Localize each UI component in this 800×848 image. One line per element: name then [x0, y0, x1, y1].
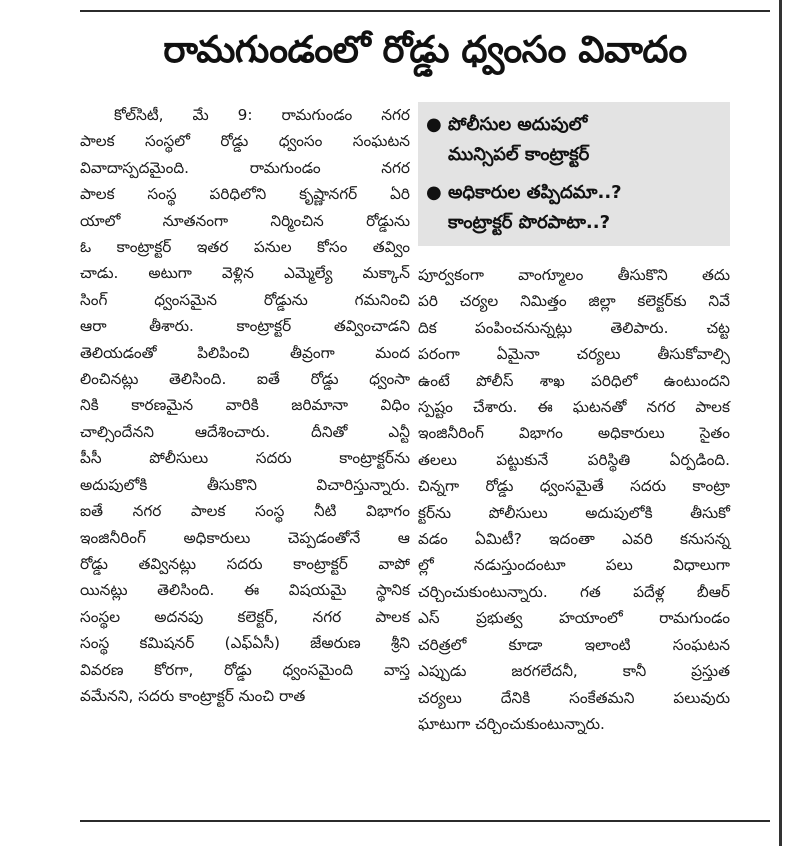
top-rule: [80, 0, 770, 12]
highlight-item: [426, 178, 622, 238]
article-line: ఓ కాంట్రాక్టర్ ఇతర పనుల కోసం తవ్విం: [80, 238, 410, 257]
article-line: సంస్థల అదనపు కలెక్టర్, నగర పాలక: [80, 607, 410, 626]
article-line: ల్లో నడుస్తుందంటూ పలు విధాలుగా: [418, 556, 730, 575]
article-line: పాలక సంస్థలో రోడ్డు ధ్వంసం సంఘటన: [80, 132, 410, 151]
article-line: ఐతే నగర పాలక సంస్థ నీటి విభాగం: [80, 502, 410, 521]
bullet-icon: ●: [426, 114, 442, 135]
article-line: అదుపులోకి తీసుకొని విచారిస్తున్నారు.: [80, 475, 410, 494]
article-line: ఇంజినీరింగ్ విభాగం అధికారులు సైతం: [418, 424, 730, 443]
article-line: వివాదాస్పదమైంది. రామగుండం నగర: [80, 158, 410, 177]
article-column-right: [418, 262, 730, 737]
article-line: పూర్వకంగా వాంగ్మూలం తీసుకొని తదు: [418, 266, 730, 284]
article-line: పాలక సంస్థ పరిధిలోని కృష్ణానగర్ ఏరి: [80, 185, 410, 204]
article-line: పరి చర్యల నిమిత్తం జిల్లా కలెక్టర్‌కు నివే: [418, 292, 730, 311]
highlight-item: [426, 110, 589, 170]
bullet-icon: ●: [426, 182, 442, 203]
article-line: సింగ్ ధ్వంసమైన రోడ్డును గమనించి: [80, 290, 410, 309]
article-line: ఇంజినీరింగ్ అధికారులు చెప్పడంతోనే ఆ: [80, 528, 410, 547]
article-headline: రామగుండంలో రోడ్డు ధ్వంసం వివాదం: [163, 28, 687, 71]
article-line: యాలో నూతనంగా నిర్మించిన రోడ్డును: [80, 211, 410, 230]
article-line: ఘాటుగా చర్చించుకుంటున్నారు.: [418, 714, 605, 733]
highlight-line: కాంట్రాక్టర్ పొరపాటా..?: [448, 212, 611, 233]
article-line: చాడు. అటుగా వెళ్లిన ఎమ్మెల్యే మక్కాన్: [80, 264, 410, 283]
highlight-line: మున్సిపల్ కాంట్రాక్టర్: [448, 144, 590, 165]
article-line: వడం ఏమిటీ? ఇదంతా ఎవరి కనుసన్న: [418, 530, 730, 549]
article-line: చర్యలు దేనికి సంకేతమని పలువురు: [418, 688, 730, 707]
article-line: చరిత్రలో కూడా ఇలాంటి సంఘటన: [418, 635, 730, 654]
article-line: నికి కారణమైన వారికి జరిమానా విధిం: [80, 396, 410, 415]
article-line: యినట్లు తెలిసింది. ఈ విషయమై స్థానిక: [80, 581, 410, 600]
highlights-box: [418, 102, 730, 246]
article-line: ఎప్పుడు జరగలేదనీ, కానీ ప్రస్తుత: [418, 662, 730, 681]
article-line: చర్చించుకుంటున్నారు. గత పదేళ్ల బీఆర్: [418, 582, 730, 601]
article-line: క్టర్‌ను పోలీసులు అదుపులోకి తీసుకో: [418, 503, 730, 522]
article-line: ఉంటే పోలీస్ శాఖ పరిధిలో ఉంటుందని: [418, 371, 730, 390]
article-line: వమేనని, సదరు కాంట్రాక్టర్ నుంచి రాత: [80, 686, 306, 705]
article-line: ఆరా తీశారు. కాంట్రాక్టర్ తవ్వించాడని: [80, 317, 410, 336]
article-line: వివరణ కోరగా, రోడ్డు ధ్వంసమైంది వాస్త: [80, 660, 410, 679]
article-line: తెలియడంతో పిలిపించి తీవ్రంగా మంద: [80, 343, 410, 362]
article-column-left: [80, 102, 410, 709]
article-line: స్పష్టం చేశారు. ఈ ఘటనతో నగర పాలక: [418, 398, 730, 417]
article-line: కోల్‌సిటీ, మే 9: రామగుండం నగర: [114, 106, 410, 124]
highlight-line: అధికారుల తప్పిదమా..?: [448, 182, 622, 203]
article-line: సంస్థ కమిషనర్ (ఎఫ్ఏసీ) జేఅరుణ శ్రీని: [80, 634, 410, 653]
article-line: ఎస్ ప్రభుత్వ హయాంలో రామగుండం: [418, 609, 730, 628]
bottom-rule: [80, 820, 770, 848]
article-line: రోడ్డు తవ్వినట్లు సదరు కాంట్రాక్టర్ వాపో: [80, 554, 410, 573]
article-line: పరంగా ఏమైనా చర్యలు తీసుకోవాల్సి: [418, 345, 730, 364]
article-line: తలలు పట్టుకునే పరిస్థితి ఏర్పడింది.: [418, 450, 730, 469]
article-line: చిన్నగా రోడ్డు ధ్వంసమైతే సదరు కాంట్రా: [418, 477, 730, 496]
article-line: పీసీ పోలీసులు సదరు కాంట్రాక్టర్‌ను: [80, 449, 410, 468]
highlight-line: పోలీసుల అదుపులో: [448, 114, 588, 135]
article-line: లించినట్లు తెలిసింది. ఐతే రోడ్డు ధ్వంసా: [80, 370, 410, 389]
article-line: దిక పంపించనున్నట్లు తెలిపారు. చట్ట: [418, 318, 730, 337]
page-edge-rule: [779, 0, 782, 846]
article-line: చాల్సిందేనని ఆదేశించారు. దీనితో ఎన్టీ: [80, 422, 410, 441]
